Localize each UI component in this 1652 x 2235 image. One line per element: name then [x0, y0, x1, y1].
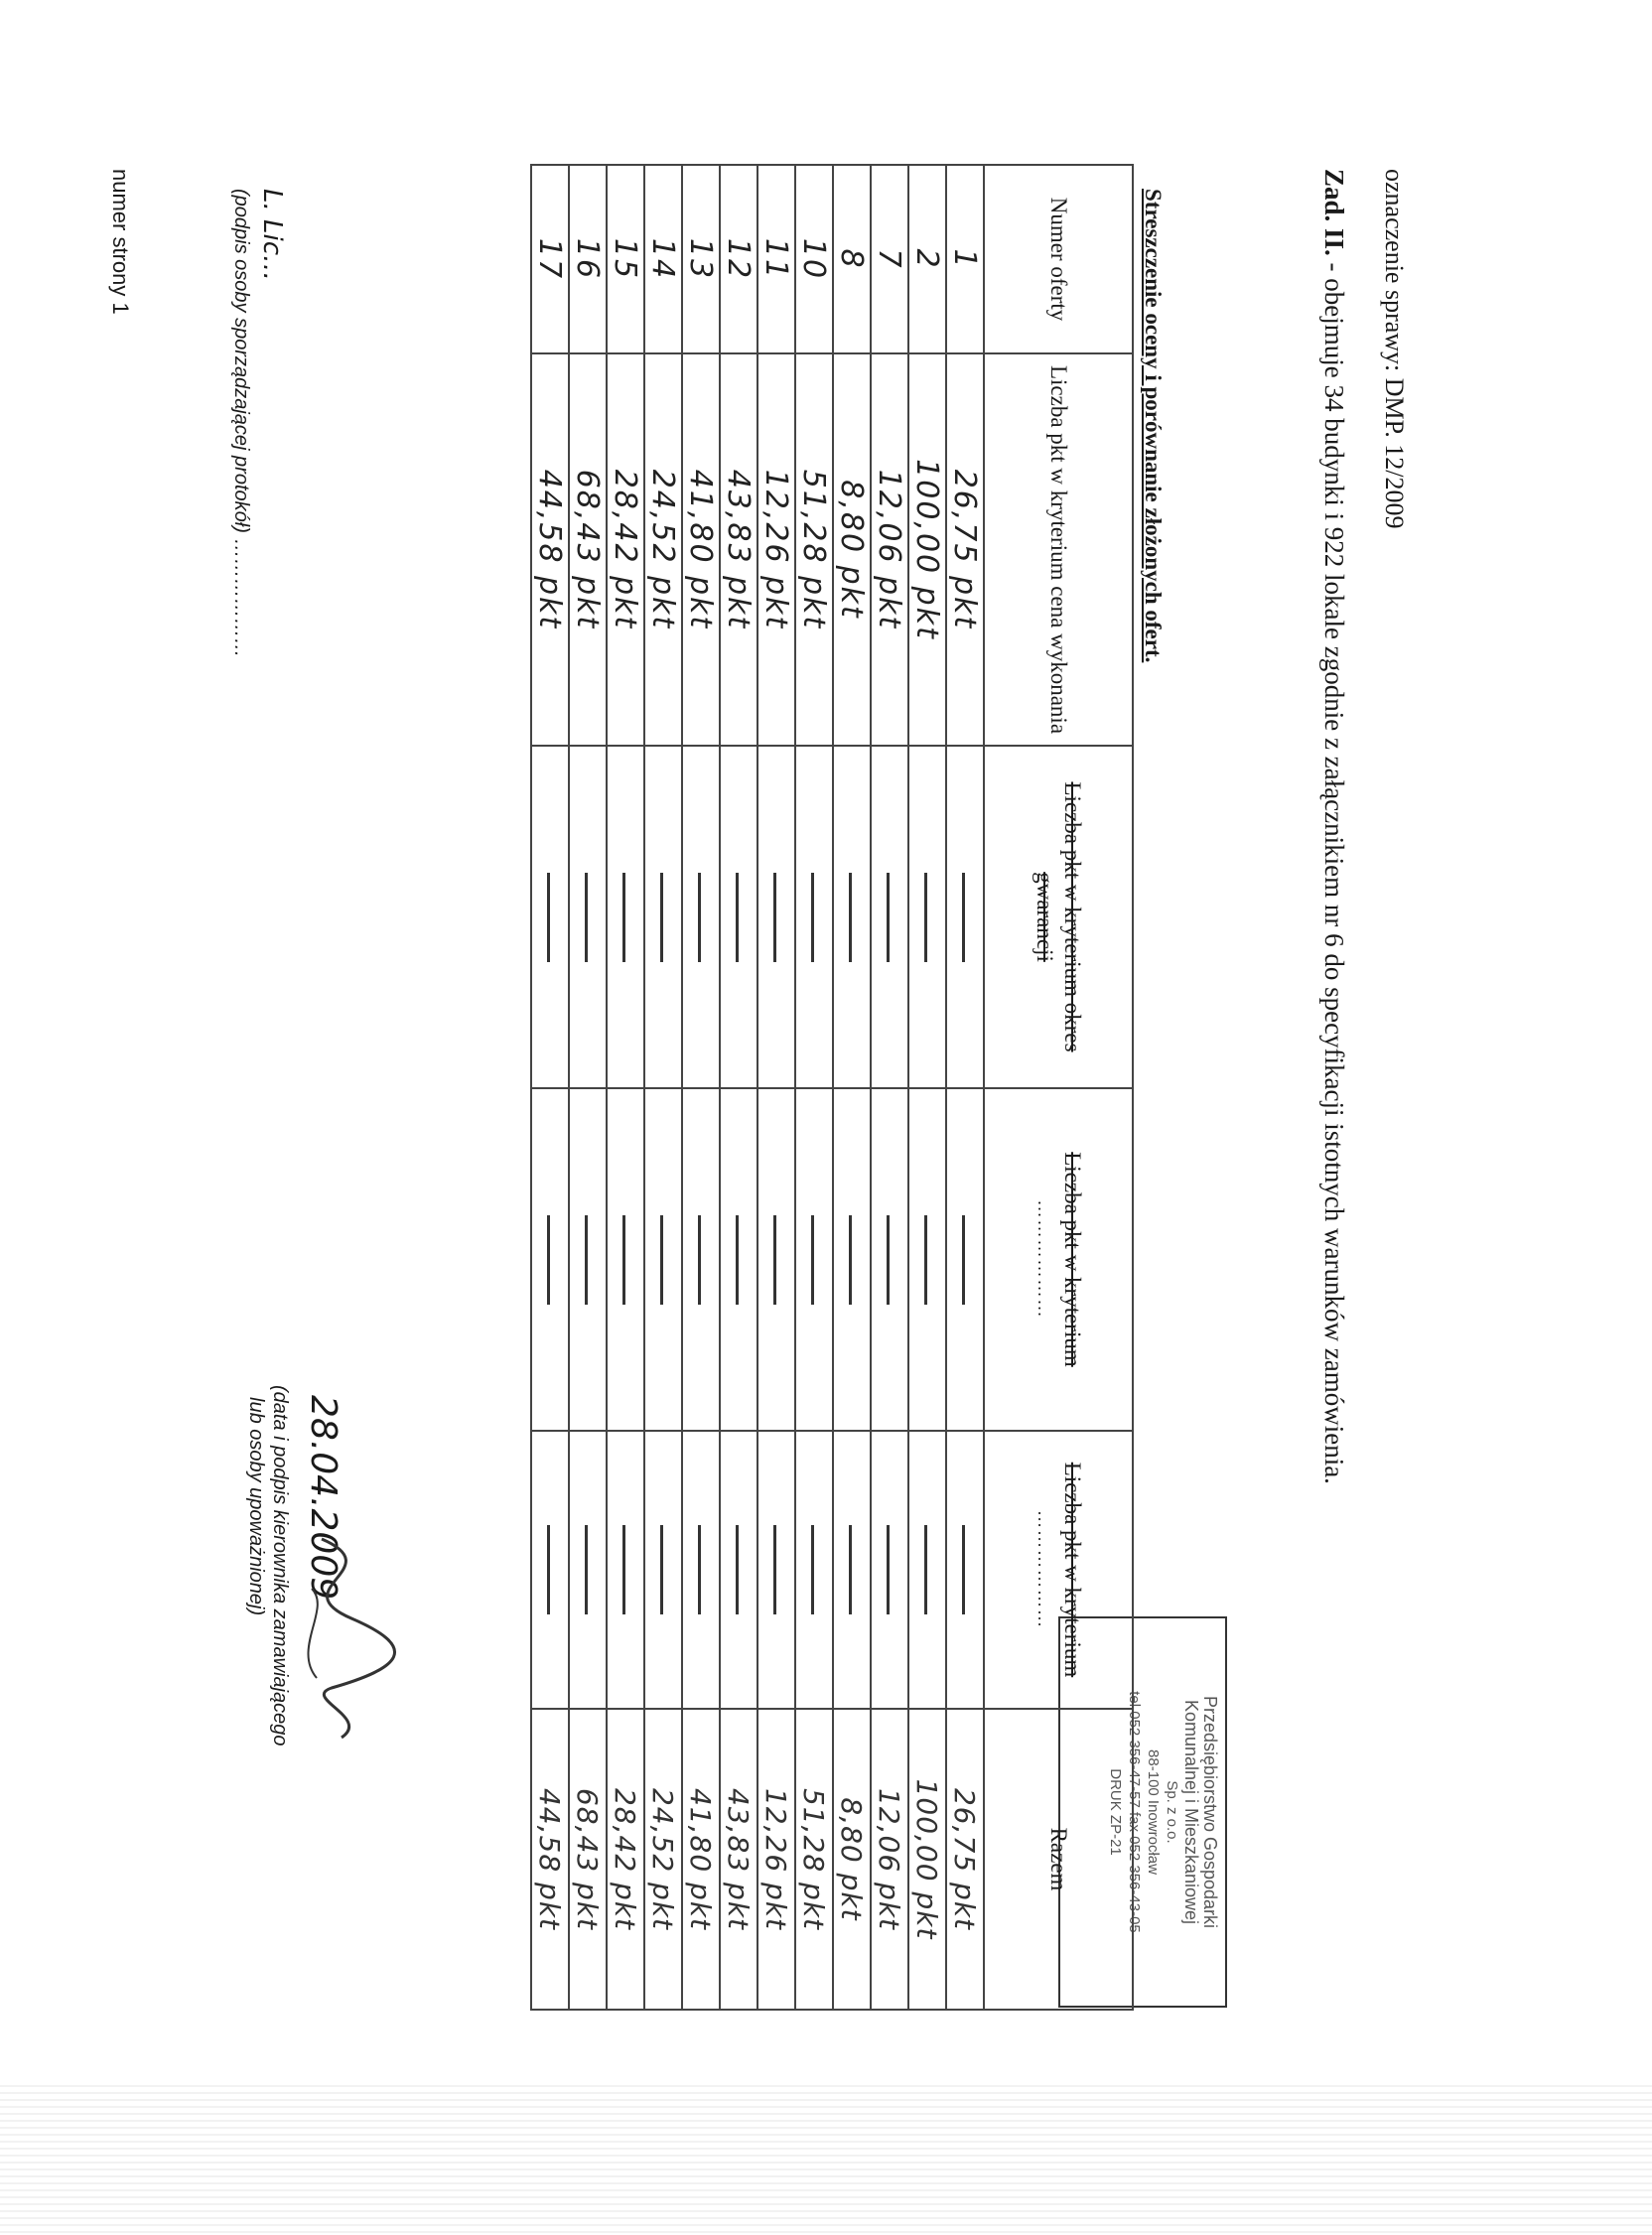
empty-dash — [773, 1525, 776, 1614]
offer-number-cell: 16 — [569, 165, 607, 353]
total-points-cell: 41,80 pkt — [682, 1709, 720, 2010]
price-points-cell: 28,42 pkt — [607, 353, 644, 746]
total-points-cell: 28,42 pkt — [607, 1709, 644, 2010]
empty-dash — [585, 873, 588, 962]
criterion-3-cell — [720, 1088, 757, 1431]
head-caption-line-1: (data i podpis kierownika zamawiającego — [269, 1385, 291, 1746]
warranty-points-cell — [569, 746, 607, 1088]
price-points-cell: 24,52 pkt — [644, 353, 682, 746]
table-body — [531, 165, 984, 2010]
offer-number-cell: 10 — [795, 165, 833, 353]
empty-dash — [547, 1525, 550, 1614]
empty-dash — [924, 1525, 927, 1614]
empty-dash — [849, 1525, 852, 1614]
criterion-3-cell — [607, 1088, 644, 1431]
price-points-cell: 12,26 pkt — [757, 353, 795, 746]
empty-dash — [698, 1215, 701, 1305]
empty-dash — [547, 873, 550, 962]
total-points-cell: 43,83 pkt — [720, 1709, 757, 2010]
signature-date: 28.04.2009 — [303, 1395, 344, 1601]
empty-dash — [962, 873, 965, 962]
price-points-cell: 8,80 pkt — [833, 353, 871, 746]
empty-dash — [736, 1215, 739, 1305]
col-header-warranty-points — [984, 746, 1133, 1088]
total-points-cell: 68,43 pkt — [569, 1709, 607, 2010]
price-points-cell: 51,28 pkt — [795, 353, 833, 746]
task-text: - obejmuje 34 budynki i 922 lokale zgodnie z załącznikiem nr 6 do specyfikacji istotnych warunków zamówienia. — [1319, 255, 1349, 1484]
criterion-3-cell — [908, 1088, 946, 1431]
price-points-cell: 44,58 pkt — [531, 353, 569, 746]
stamp-form-ref: DRUK ZP-21 — [1107, 1768, 1124, 1856]
warranty-points-cell — [833, 746, 871, 1088]
warranty-points-cell — [908, 746, 946, 1088]
price-points-cell: 43,83 pkt — [720, 353, 757, 746]
handwritten-signature — [272, 1529, 411, 1747]
empty-dash — [622, 1215, 625, 1305]
empty-dash — [924, 1215, 927, 1305]
total-points-cell: 51,28 pkt — [795, 1709, 833, 2010]
criterion-4-cell — [644, 1431, 682, 1709]
price-points-cell: 100,00 pkt — [908, 353, 946, 746]
criterion-4-cell — [569, 1431, 607, 1709]
table-row — [908, 165, 946, 2010]
warranty-points-cell — [644, 746, 682, 1088]
offer-number-cell: 15 — [607, 165, 644, 353]
warranty-points-cell — [682, 746, 720, 1088]
criterion-4-cell — [946, 1431, 984, 1709]
offer-number-cell: 17 — [531, 165, 569, 353]
table-row — [607, 165, 644, 2010]
warranty-header-text: Liczba pkt w kryterium okres gwarancji — [1032, 781, 1085, 1052]
criterion-3-cell — [757, 1088, 795, 1431]
total-points-cell: 24,52 pkt — [644, 1709, 682, 2010]
table-row — [720, 165, 757, 2010]
table-row — [946, 165, 984, 2010]
head-caption-line-2: lub osoby upoważnionej) — [245, 1397, 267, 1616]
total-points-cell: 8,80 pkt — [833, 1709, 871, 2010]
price-points-cell: 41,80 pkt — [682, 353, 720, 746]
criterion-4-dots: ……………… — [1034, 1510, 1054, 1629]
empty-dash — [887, 1525, 890, 1614]
criterion-3-cell — [531, 1088, 569, 1431]
offer-number-cell: 2 — [908, 165, 946, 353]
scan-noise — [0, 2085, 1652, 2235]
summary-title: Streszczenie oceny i porównanie złożonych ofert. — [1141, 189, 1166, 663]
total-points-cell: 26,75 pkt — [946, 1709, 984, 2010]
empty-dash — [585, 1215, 588, 1305]
col-header-price-points: Liczba pkt w kryterium cena wykonania — [984, 353, 1133, 746]
empty-dash — [773, 1215, 776, 1305]
table-row — [531, 165, 569, 2010]
criterion-4-header-text: Liczba pkt w kryterium — [1060, 1462, 1085, 1678]
criterion-4-cell — [682, 1431, 720, 1709]
warranty-points-cell — [531, 746, 569, 1088]
preparer-caption: (podpis osoby sporządzającej protokół) ……………… — [230, 189, 252, 658]
col-header-criterion-3 — [984, 1088, 1133, 1431]
criterion-4-cell — [871, 1431, 908, 1709]
offer-number-cell: 7 — [871, 165, 908, 353]
empty-dash — [849, 873, 852, 962]
stamp-line-5: tel 052 356-47-57 fax 052 356-43-05 — [1126, 1691, 1143, 1933]
criterion-4-cell — [795, 1431, 833, 1709]
empty-dash — [622, 1525, 625, 1614]
warranty-points-cell — [795, 746, 833, 1088]
offer-number-cell: 11 — [757, 165, 795, 353]
criterion-3-cell — [946, 1088, 984, 1431]
warranty-points-cell — [946, 746, 984, 1088]
empty-dash — [773, 873, 776, 962]
table-row — [682, 165, 720, 2010]
criterion-3-cell — [569, 1088, 607, 1431]
offer-number-cell: 1 — [946, 165, 984, 353]
warranty-points-cell — [720, 746, 757, 1088]
empty-dash — [811, 1525, 814, 1614]
empty-dash — [887, 873, 890, 962]
criterion-4-cell — [531, 1431, 569, 1709]
table-row — [795, 165, 833, 2010]
table-row — [871, 165, 908, 2010]
criterion-4-cell — [833, 1431, 871, 1709]
table-row — [644, 165, 682, 2010]
price-points-cell: 12,06 pkt — [871, 353, 908, 746]
criterion-3-cell — [871, 1088, 908, 1431]
task-label: Zad. II. — [1319, 169, 1349, 256]
criterion-3-cell — [795, 1088, 833, 1431]
page-number: numer strony 1 — [108, 169, 133, 315]
total-points-cell: 12,26 pkt — [757, 1709, 795, 2010]
case-reference: oznaczenie sprawy: DMP. 12/2009 — [1380, 169, 1409, 529]
col-header-offer-number: Numer oferty — [984, 165, 1133, 353]
empty-dash — [811, 873, 814, 962]
empty-dash — [698, 873, 701, 962]
empty-dash — [962, 1215, 965, 1305]
preparer-signature: L. Lic… — [257, 189, 287, 282]
empty-dash — [849, 1215, 852, 1305]
stamp-line-1: Przedsiębiorstwo Gospodarki — [1200, 1695, 1220, 1929]
stamp-line-2: Komunalnej i Mieszkaniowej — [1181, 1699, 1201, 1925]
empty-dash — [622, 873, 625, 962]
empty-dash — [811, 1215, 814, 1305]
criterion-3-cell — [833, 1088, 871, 1431]
warranty-points-cell — [871, 746, 908, 1088]
criterion-4-cell — [908, 1431, 946, 1709]
warranty-points-cell — [757, 746, 795, 1088]
task-description — [1318, 169, 1349, 1484]
table-header-row — [984, 165, 1133, 2010]
total-points-cell: 12,06 pkt — [871, 1709, 908, 2010]
criterion-3-dots: ……………… — [1034, 1199, 1054, 1320]
criterion-3-cell — [644, 1088, 682, 1431]
criterion-4-cell — [720, 1431, 757, 1709]
total-points-cell: 44,58 pkt — [531, 1709, 569, 2010]
table-row — [757, 165, 795, 2010]
total-points-cell: 100,00 pkt — [908, 1709, 946, 2010]
criterion-4-cell — [757, 1431, 795, 1709]
empty-dash — [660, 1215, 663, 1305]
empty-dash — [547, 1215, 550, 1305]
empty-dash — [736, 1525, 739, 1614]
scores-table — [530, 164, 1134, 2011]
col-header-criterion-4 — [984, 1431, 1133, 1709]
criterion-4-cell — [607, 1431, 644, 1709]
empty-dash — [660, 1525, 663, 1614]
stamp-line-4: 88-100 Inowrocław — [1145, 1749, 1162, 1875]
empty-dash — [660, 873, 663, 962]
warranty-points-cell — [607, 746, 644, 1088]
criterion-3-header-text: Liczba pkt w kryterium — [1060, 1152, 1085, 1367]
empty-dash — [736, 873, 739, 962]
empty-dash — [924, 873, 927, 962]
table-row — [833, 165, 871, 2010]
empty-dash — [887, 1215, 890, 1305]
empty-dash — [962, 1525, 965, 1614]
offer-number-cell: 12 — [720, 165, 757, 353]
offer-number-cell: 14 — [644, 165, 682, 353]
empty-dash — [698, 1525, 701, 1614]
empty-dash — [585, 1525, 588, 1614]
criterion-3-cell — [682, 1088, 720, 1431]
offer-number-cell: 8 — [833, 165, 871, 353]
table-row — [569, 165, 607, 2010]
stamp-line-3: Sp. z o.o. — [1164, 1780, 1180, 1844]
offer-number-cell: 13 — [682, 165, 720, 353]
price-points-cell: 68,43 pkt — [569, 353, 607, 746]
col-header-total: Razem — [984, 1709, 1133, 2010]
price-points-cell: 26,75 pkt — [946, 353, 984, 746]
